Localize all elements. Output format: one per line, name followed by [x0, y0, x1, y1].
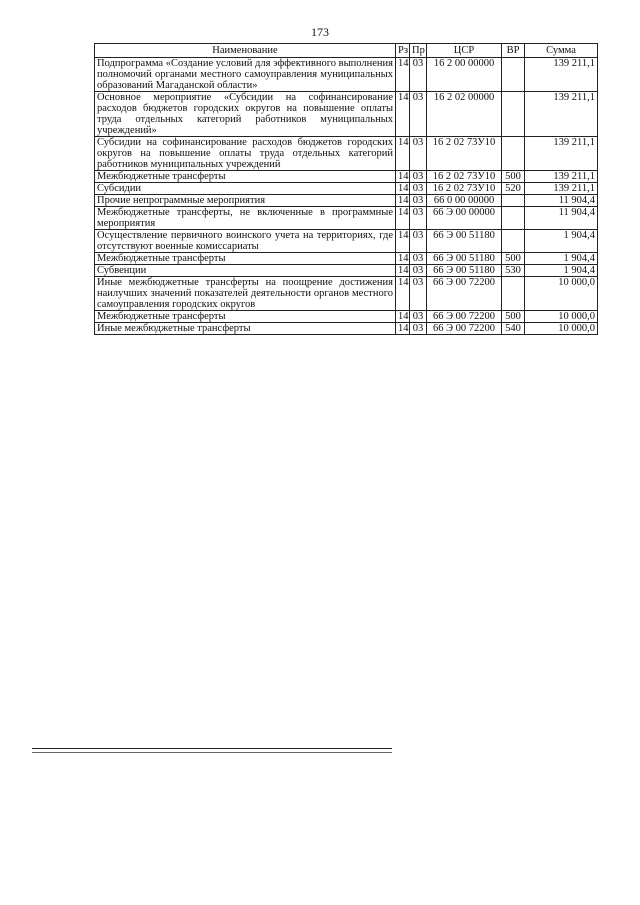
row-rz: 14	[396, 207, 410, 230]
row-name: Подпрограмма «Создание условий для эффективного выполнения полномочий органами местного самоуправления муниципальных образований Магаданской области»	[95, 58, 396, 92]
row-sum: 139 211,1	[525, 171, 598, 183]
row-name: Межбюджетные трансферты	[95, 253, 396, 265]
header-csr: ЦСР	[427, 44, 502, 58]
row-csr: 66 Э 00 51180	[427, 253, 502, 265]
row-sum: 10 000,0	[525, 323, 598, 335]
row-name: Межбюджетные трансферты	[95, 311, 396, 323]
row-pr: 03	[410, 183, 427, 195]
row-vr	[502, 58, 525, 92]
row-rz: 14	[396, 230, 410, 253]
row-csr: 66 Э 00 72200	[427, 277, 502, 311]
table-row	[95, 265, 598, 277]
row-pr: 03	[410, 323, 427, 335]
row-name: Субсидии на софинансирование расходов бюджетов городских округов на повышение оплаты труда отдельных категорий работников муниципальных учреждений	[95, 137, 396, 171]
row-csr: 16 2 00 00000	[427, 58, 502, 92]
row-sum: 11 904,4	[525, 207, 598, 230]
row-pr: 03	[410, 253, 427, 265]
row-name: Межбюджетные трансферты	[95, 171, 396, 183]
row-sum: 139 211,1	[525, 58, 598, 92]
table-row	[95, 253, 598, 265]
row-rz: 14	[396, 253, 410, 265]
row-pr: 03	[410, 171, 427, 183]
row-pr: 03	[410, 311, 427, 323]
row-name: Прочие непрограммные мероприятия	[95, 195, 396, 207]
row-csr: 16 2 02 73У10	[427, 137, 502, 171]
table-row	[95, 58, 598, 92]
table-header-row	[95, 44, 598, 58]
table-row	[95, 207, 598, 230]
row-rz: 14	[396, 195, 410, 207]
table-row	[95, 277, 598, 311]
table-row	[95, 195, 598, 207]
row-vr: 500	[502, 171, 525, 183]
footer-rule	[32, 748, 392, 749]
row-sum: 139 211,1	[525, 183, 598, 195]
row-pr: 03	[410, 207, 427, 230]
header-sum: Сумма	[525, 44, 598, 58]
row-vr: 500	[502, 311, 525, 323]
row-rz: 14	[396, 58, 410, 92]
row-vr: 520	[502, 183, 525, 195]
row-csr: 66 Э 00 00000	[427, 207, 502, 230]
row-vr	[502, 137, 525, 171]
row-vr: 540	[502, 323, 525, 335]
row-csr: 16 2 02 00000	[427, 92, 502, 137]
row-rz: 14	[396, 323, 410, 335]
row-rz: 14	[396, 92, 410, 137]
row-name: Субсидии	[95, 183, 396, 195]
row-vr	[502, 195, 525, 207]
row-csr: 16 2 02 73У10	[427, 171, 502, 183]
footer-rule-thin	[32, 752, 392, 753]
row-rz: 14	[396, 171, 410, 183]
row-sum: 139 211,1	[525, 137, 598, 171]
row-vr: 530	[502, 265, 525, 277]
row-pr: 03	[410, 92, 427, 137]
row-rz: 14	[396, 277, 410, 311]
table-row	[95, 230, 598, 253]
table-row	[95, 183, 598, 195]
row-csr: 66 Э 00 72200	[427, 311, 502, 323]
budget-table	[94, 43, 598, 335]
row-name: Субвенции	[95, 265, 396, 277]
page-number: 173	[311, 25, 329, 39]
row-rz: 14	[396, 183, 410, 195]
row-sum: 10 000,0	[525, 277, 598, 311]
row-name: Осуществление первичного воинского учета на территориях, где отсутствуют военные комиссариаты	[95, 230, 396, 253]
row-sum: 11 904,4	[525, 195, 598, 207]
row-pr: 03	[410, 265, 427, 277]
header-vr: ВР	[502, 44, 525, 58]
row-vr	[502, 207, 525, 230]
table-row	[95, 311, 598, 323]
row-vr	[502, 230, 525, 253]
row-pr: 03	[410, 137, 427, 171]
row-rz: 14	[396, 137, 410, 171]
table-row	[95, 92, 598, 137]
row-csr: 66 0 00 00000	[427, 195, 502, 207]
row-name: Иные межбюджетные трансферты на поощрение достижения наилучших значений показателей деятельности органов местного самоуправления городских округов	[95, 277, 396, 311]
row-sum: 1 904,4	[525, 230, 598, 253]
row-rz: 14	[396, 311, 410, 323]
table-row	[95, 323, 598, 335]
row-sum: 139 211,1	[525, 92, 598, 137]
row-sum: 1 904,4	[525, 253, 598, 265]
row-csr: 66 Э 00 51180	[427, 265, 502, 277]
row-name: Межбюджетные трансферты, не включенные в программные мероприятия	[95, 207, 396, 230]
row-pr: 03	[410, 58, 427, 92]
row-csr: 16 2 02 73У10	[427, 183, 502, 195]
row-vr: 500	[502, 253, 525, 265]
header-name: Наименование	[95, 44, 396, 58]
row-sum: 1 904,4	[525, 265, 598, 277]
table-row	[95, 171, 598, 183]
header-rz: Рз	[396, 44, 410, 58]
table-row	[95, 137, 598, 171]
row-pr: 03	[410, 277, 427, 311]
row-vr	[502, 277, 525, 311]
row-name: Иные межбюджетные трансферты	[95, 323, 396, 335]
row-csr: 66 Э 00 51180	[427, 230, 502, 253]
row-pr: 03	[410, 230, 427, 253]
row-csr: 66 Э 00 72200	[427, 323, 502, 335]
row-vr	[502, 92, 525, 137]
row-name: Основное мероприятие «Субсидии на софинансирование расходов бюджетов городских округов на повышение оплаты труда отдельных категорий работников муниципальных учреждений»	[95, 92, 396, 137]
row-rz: 14	[396, 265, 410, 277]
row-pr: 03	[410, 195, 427, 207]
header-pr: Пр	[410, 44, 427, 58]
row-sum: 10 000,0	[525, 311, 598, 323]
